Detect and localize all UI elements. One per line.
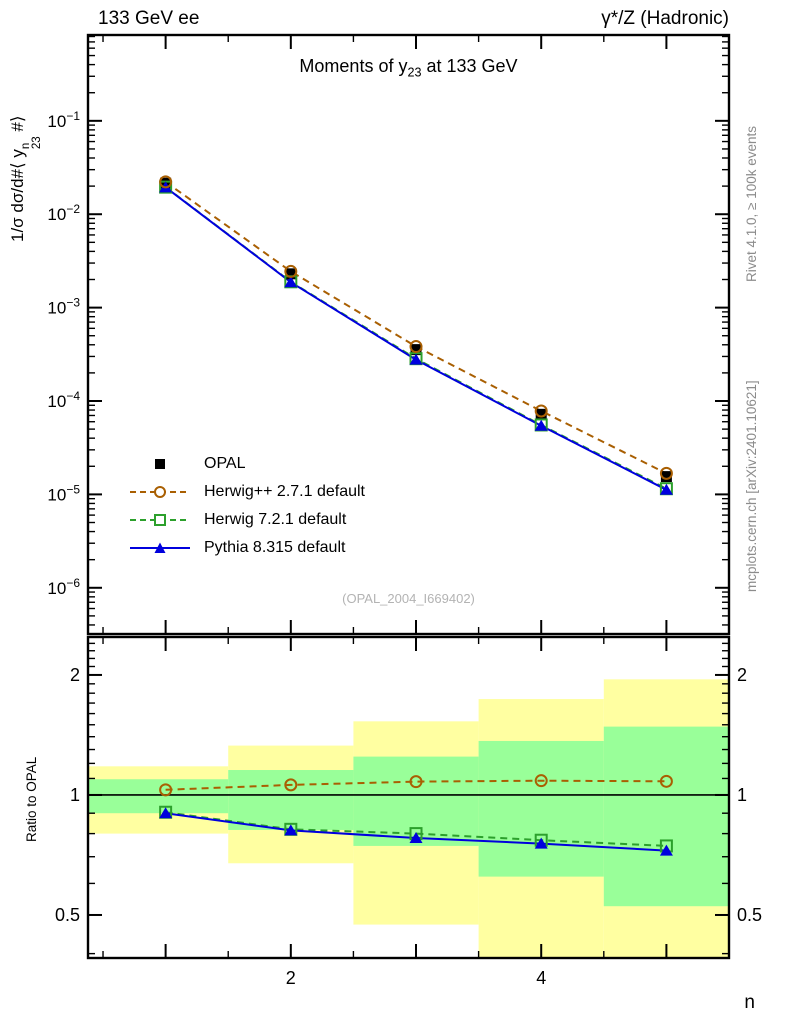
legend-item-herwigpp	[128, 478, 365, 506]
y-tick-label-main: $10^{-4}$	[47, 389, 80, 412]
ratio-band-green-bin5	[604, 727, 729, 907]
ratio-tick-label-left: 0.5	[54, 904, 80, 925]
ratio-tick-label-right: 1	[737, 784, 748, 805]
ratio-tick-label-left: 1	[69, 784, 80, 805]
opal-marker-swatch	[128, 455, 192, 473]
legend-label-opal: OPAL	[204, 455, 246, 472]
process-label: γ*/Z (Hadronic)	[601, 8, 729, 29]
herwig7-marker-swatch	[128, 511, 192, 529]
ylabel-part1: 1/σ dσ/d#⟨ y	[8, 149, 27, 242]
y-tick-label-main: $10^{-5}$	[47, 482, 80, 505]
y-tick-label-main: $10^{-6}$	[47, 575, 80, 598]
legend	[128, 450, 365, 562]
y-tick-label-main: $10^{-3}$	[47, 295, 80, 318]
legend-swatch-part	[155, 515, 165, 525]
ratio-tick-label-left: 2	[69, 664, 80, 685]
beam-energy-label: 133 GeV ee	[98, 8, 200, 29]
plot-title	[88, 56, 729, 80]
analysis-id-watermark: (OPAL_2004_I669402)	[342, 591, 475, 606]
plot-title-suffix: at 133 GeV	[421, 56, 518, 76]
herwig7-main-line	[166, 187, 667, 489]
legend-item-opal	[128, 450, 365, 478]
plot-title-sub: 23	[407, 65, 422, 80]
legend-label-herwigpp: Herwig++ 2.7.1 default	[204, 483, 365, 500]
main-y-axis-label	[8, 116, 43, 242]
x-tick-label: 4	[536, 968, 547, 988]
ratio-y-axis-label: Ratio to OPAL	[24, 756, 39, 842]
plot-title-prefix: Moments of y	[299, 56, 408, 76]
y-tick-label-main: $10^{-1}$	[47, 108, 80, 131]
ylabel-part2: #⟩	[8, 115, 27, 137]
ylabel-sub: 23	[30, 136, 43, 150]
pythia-marker-swatch	[128, 539, 192, 557]
ratio-band-green-bin1	[88, 779, 228, 813]
x-tick-label: 2	[285, 968, 296, 988]
herwigpp-marker-swatch	[128, 483, 192, 501]
y-tick-label-main: $10^{-2}$	[47, 202, 80, 225]
pythia-main-line	[166, 187, 667, 490]
ratio-tick-label-right: 2	[737, 664, 748, 685]
x-axis-label: n	[744, 992, 755, 1013]
legend-label-herwig7: Herwig 7.2.1 default	[204, 511, 347, 528]
legend-swatch-part	[155, 459, 165, 469]
legend-label-pythia: Pythia 8.315 default	[204, 539, 346, 556]
ylabel-sup: n	[19, 142, 32, 150]
herwigpp-main-line	[166, 182, 667, 474]
mcplots-reference-label: mcplots.cern.ch [arXiv:2401.10621]	[744, 380, 759, 592]
legend-swatch-part	[155, 487, 165, 497]
rivet-version-label: Rivet 4.1.0, ≥ 100k events	[744, 126, 759, 282]
ylabel-supsub	[21, 136, 43, 149]
legend-item-pythia	[128, 534, 365, 562]
ratio-tick-label-right: 0.5	[737, 904, 763, 925]
legend-item-herwig7	[128, 506, 365, 534]
ratio-band-green-bin4	[479, 741, 604, 877]
